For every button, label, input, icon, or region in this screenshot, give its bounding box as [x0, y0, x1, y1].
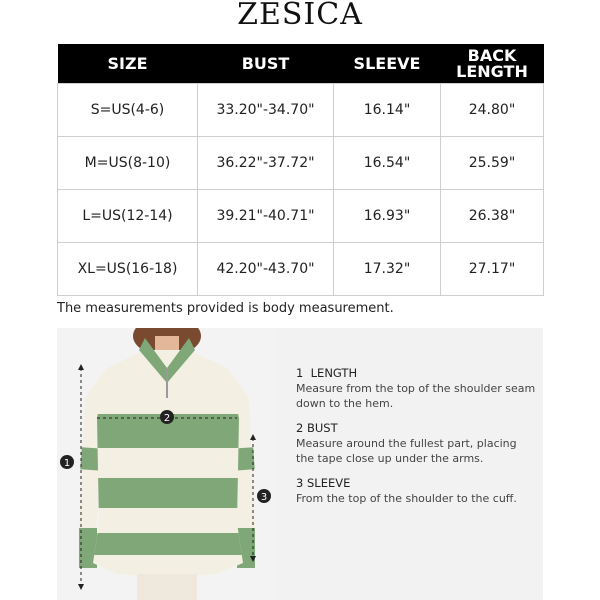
table-row	[58, 84, 544, 137]
measure-sleeve-heading: 3 SLEEVE	[296, 476, 351, 490]
cell-back-length: 25.59"	[441, 137, 544, 190]
measurement-note: The measurements provided is body measurement.	[57, 301, 394, 316]
cell-back-length: 27.17"	[441, 243, 544, 296]
cell-back-length: 24.80"	[441, 84, 544, 137]
measure-bust	[296, 421, 536, 466]
table-row	[58, 243, 544, 296]
sweater-diagram	[57, 328, 278, 600]
size-chart-header-row	[58, 44, 544, 84]
header-sleeve: SLEEVE	[334, 44, 441, 84]
header-bust: BUST	[198, 44, 334, 84]
measure-length	[296, 366, 536, 411]
measure-sleeve	[296, 476, 536, 506]
cell-sleeve: 16.54"	[334, 137, 441, 190]
measure-length-heading: 1 LENGTH	[296, 366, 358, 380]
marker-length-label: 1	[63, 458, 71, 469]
cell-back-length: 26.38"	[441, 190, 544, 243]
size-chart-table	[57, 44, 544, 296]
cell-sleeve: 16.14"	[334, 84, 441, 137]
measure-sleeve-desc: From the top of the shoulder to the cuff.	[296, 492, 517, 505]
measure-bust-heading: 2 BUST	[296, 421, 338, 435]
cell-bust: 42.20"-43.70"	[198, 243, 334, 296]
marker-sleeve-label: 3	[260, 492, 268, 503]
table-row	[58, 137, 544, 190]
cell-sleeve: 17.32"	[334, 243, 441, 296]
measure-bust-desc: Measure around the fullest part, placing the tape close up under the arms.	[296, 437, 517, 465]
shorts	[137, 574, 197, 600]
cell-bust: 39.21"-40.71"	[198, 190, 334, 243]
cell-size: M=US(8-10)	[58, 137, 198, 190]
cell-sleeve: 16.93"	[334, 190, 441, 243]
marker-bust-label: 2	[163, 413, 171, 424]
cell-bust: 33.20"-34.70"	[198, 84, 334, 137]
header-size: SIZE	[58, 44, 198, 84]
cell-size: L=US(12-14)	[58, 190, 198, 243]
cell-size: XL=US(16-18)	[58, 243, 198, 296]
brand-logo: ZESICA	[237, 0, 363, 32]
measure-length-desc: Measure from the top of the shoulder seam down to the hem.	[296, 382, 536, 410]
measurement-guide	[278, 328, 543, 600]
header-back-length: BACK LENGTH	[441, 44, 544, 84]
table-row	[58, 190, 544, 243]
cell-bust: 36.22"-37.72"	[198, 137, 334, 190]
cell-size: S=US(4-6)	[58, 84, 198, 137]
